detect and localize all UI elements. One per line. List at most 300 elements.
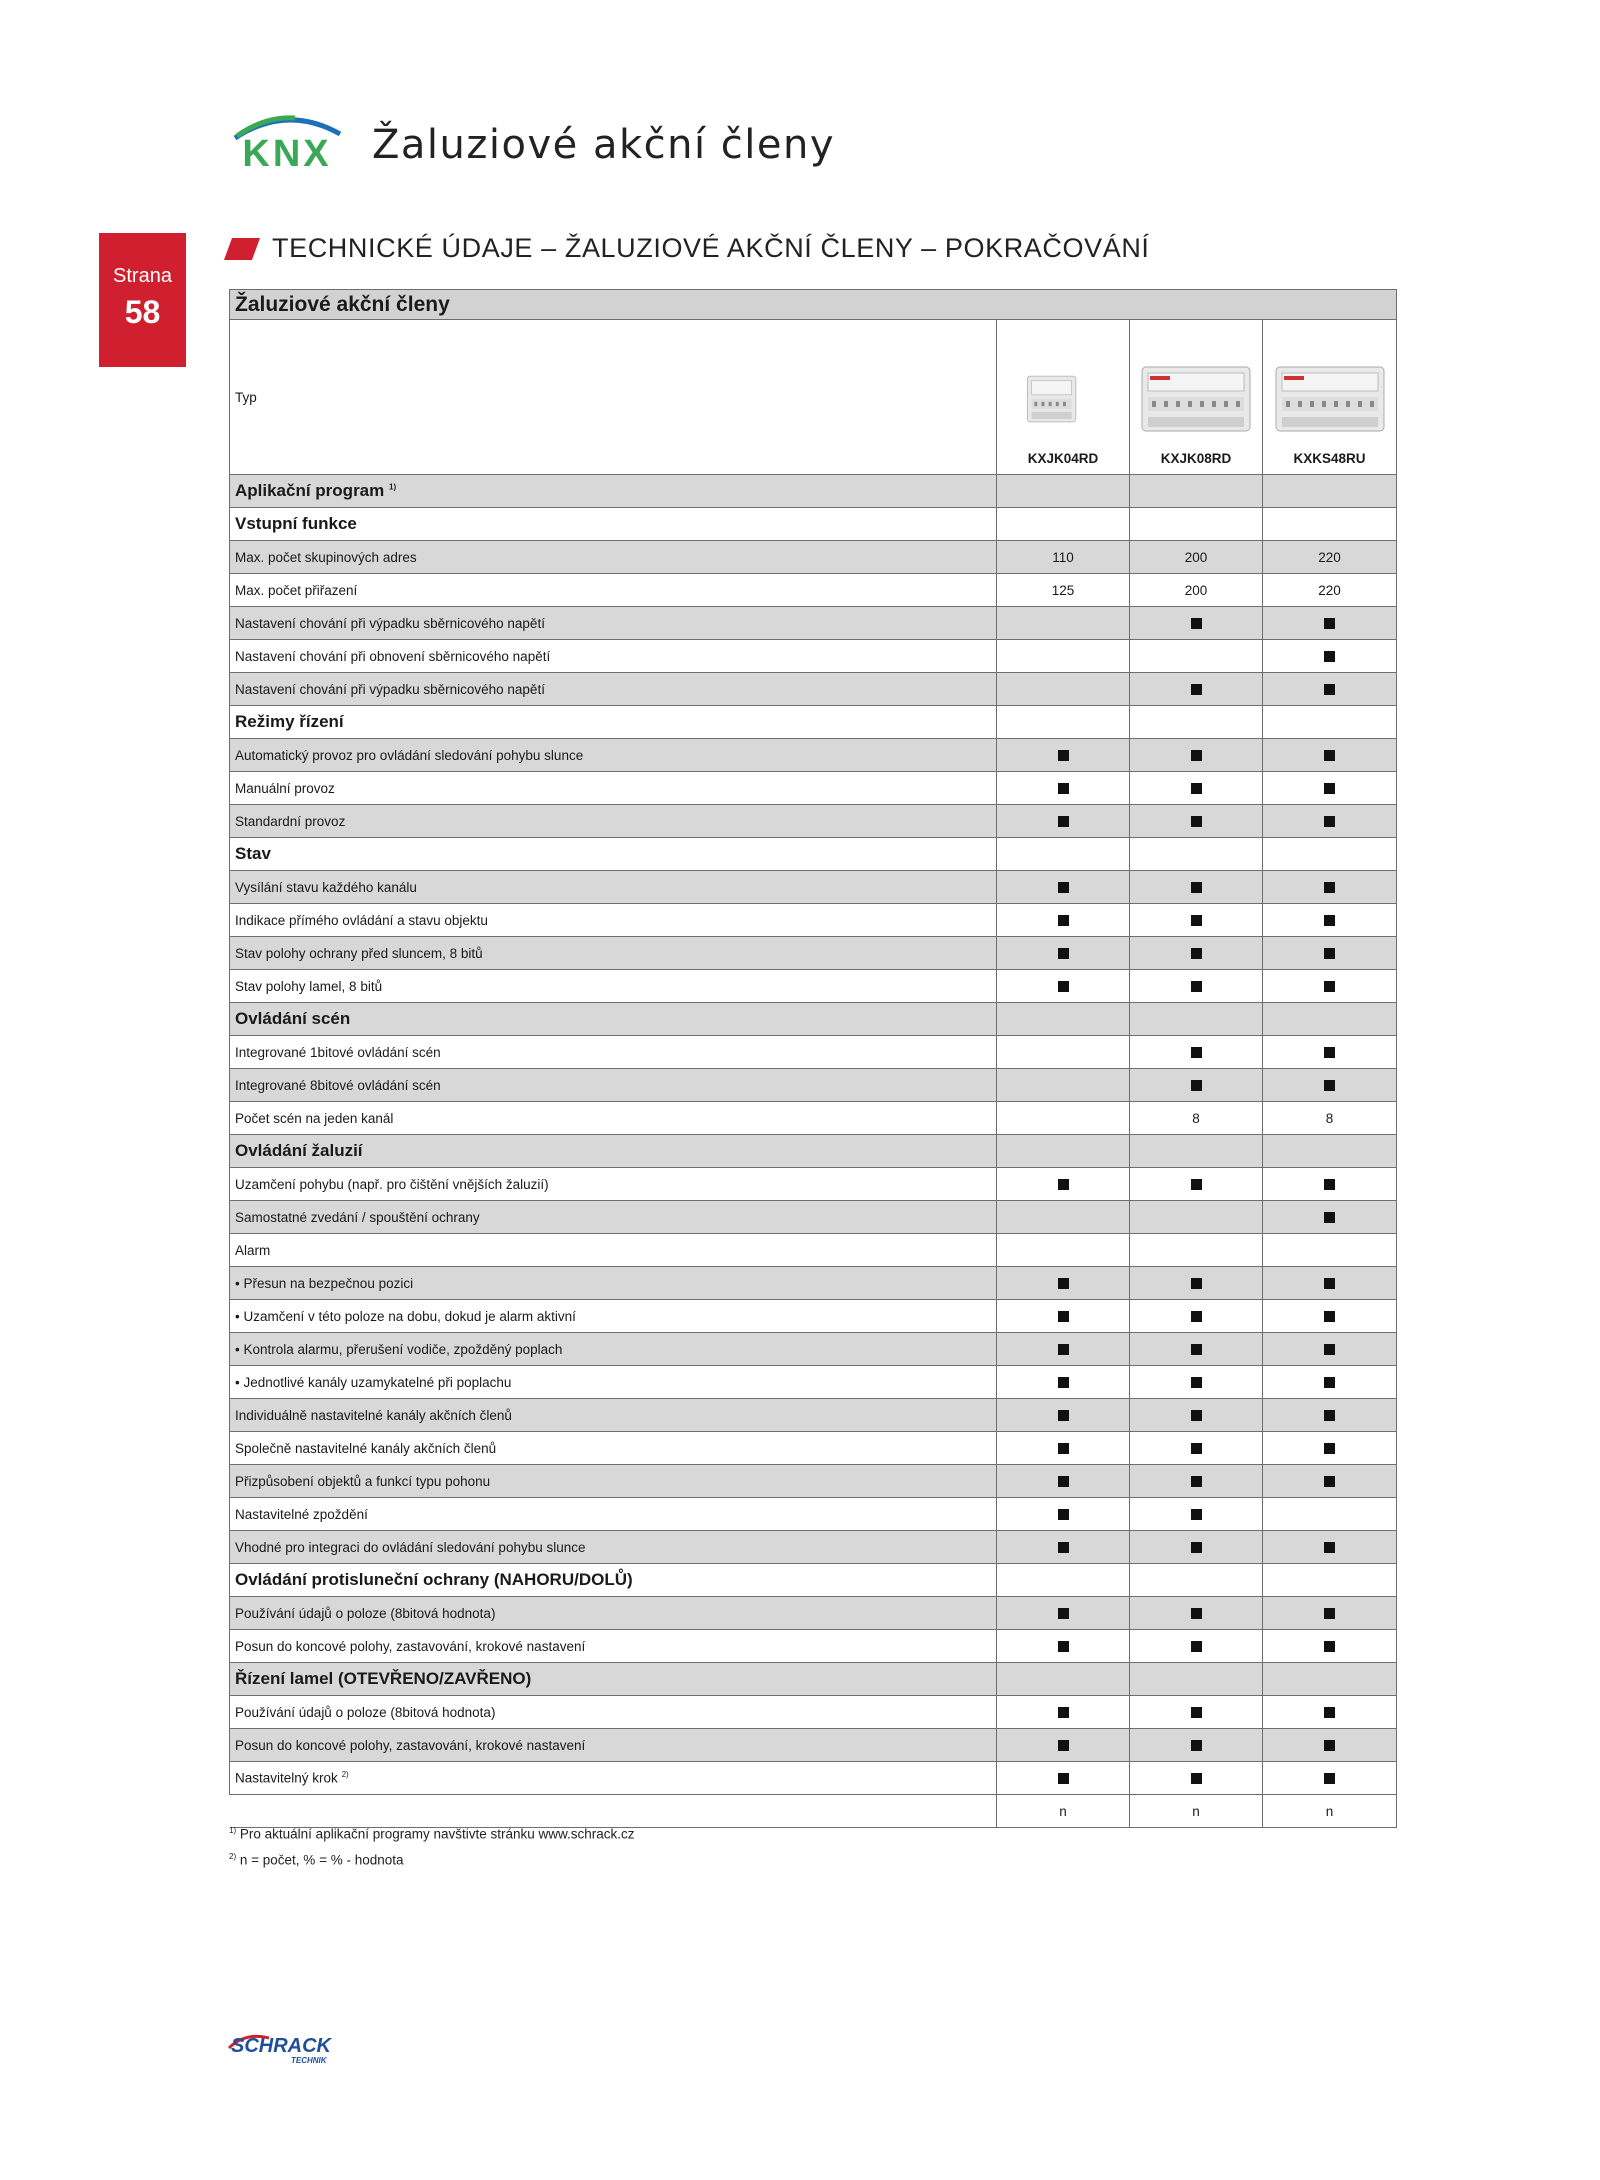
- row-label-text: Stav polohy lamel, 8 bitů: [235, 978, 383, 994]
- table-row: [230, 1267, 1397, 1300]
- table-row: [230, 673, 1397, 706]
- value-cell: [997, 1663, 1130, 1696]
- feature-cell: [1130, 1696, 1263, 1729]
- row-label: [230, 838, 997, 871]
- table-row: [230, 1333, 1397, 1366]
- check-square-icon: [1324, 915, 1335, 926]
- row-label: [230, 640, 997, 673]
- feature-cell: [1130, 607, 1263, 640]
- row-label: [230, 1003, 997, 1036]
- table-row: [230, 1762, 1397, 1795]
- feature-cell: [1130, 1300, 1263, 1333]
- feature-cell: [1130, 1366, 1263, 1399]
- feature-cell: [1263, 1201, 1397, 1234]
- spec-table: [229, 289, 1397, 1828]
- value-cell: 220: [1263, 574, 1397, 607]
- table-row: [230, 541, 1397, 574]
- check-square-icon: [1324, 1773, 1335, 1784]
- svg-text:KNX: KNX: [242, 133, 332, 172]
- feature-cell: [997, 970, 1130, 1003]
- product-code: KXJK08RD: [1160, 451, 1232, 466]
- group-header-row: [230, 1564, 1397, 1597]
- svg-text:SCHRACK: SCHRACK: [231, 2035, 331, 2057]
- check-square-icon: [1191, 1179, 1202, 1190]
- value-cell: [997, 508, 1130, 541]
- value-cell: [997, 1003, 1130, 1036]
- row-label: [230, 574, 997, 607]
- check-square-icon: [1058, 1344, 1069, 1355]
- check-square-icon: [1191, 618, 1202, 629]
- check-square-icon: [1058, 1179, 1069, 1190]
- check-square-icon: [1324, 1740, 1335, 1751]
- row-label-text: Max. počet přiřazení: [235, 582, 358, 598]
- feature-cell: [997, 1531, 1130, 1564]
- row-label-text: Používání údajů o poloze (8bitová hodnota): [235, 1605, 496, 1621]
- row-label: [230, 1168, 997, 1201]
- feature-cell: [997, 937, 1130, 970]
- check-square-icon: [1191, 1344, 1202, 1355]
- row-label-text: Integrované 1bitové ovládání scén: [235, 1044, 441, 1060]
- feature-cell: [1263, 640, 1397, 673]
- row-label: [230, 772, 997, 805]
- table-row: [230, 1696, 1397, 1729]
- table-row: [230, 904, 1397, 937]
- footnote-ref: 2): [341, 1770, 349, 1780]
- feature-cell: [1263, 1465, 1397, 1498]
- check-square-icon: [1058, 1410, 1069, 1421]
- feature-cell: [1130, 1531, 1263, 1564]
- feature-cell: [1263, 1696, 1397, 1729]
- row-label: [230, 1432, 997, 1465]
- value-cell: [1130, 508, 1263, 541]
- value-cell: [1130, 1234, 1263, 1267]
- check-square-icon: [1191, 882, 1202, 893]
- feature-cell: [1130, 1432, 1263, 1465]
- section-title: TECHNICKÉ ÚDAJE – ŽALUZIOVÉ AKČNÍ ČLENY – POKRAČOVÁNÍ: [272, 233, 1150, 263]
- check-square-icon: [1058, 948, 1069, 959]
- row-label: [230, 1201, 997, 1234]
- value-cell: [997, 1564, 1130, 1597]
- row-label-text: • Jednotlivé kanály uzamykatelné při poplachu: [235, 1374, 512, 1390]
- table-row: [230, 1597, 1397, 1630]
- table-row: [230, 1465, 1397, 1498]
- check-square-icon: [1324, 1377, 1335, 1388]
- check-square-icon: [1191, 1047, 1202, 1058]
- footnote: [229, 1826, 635, 1842]
- value-cell: 220: [1263, 541, 1397, 574]
- value-cell: [1130, 475, 1263, 508]
- feature-cell: [1263, 1333, 1397, 1366]
- feature-cell: [1263, 904, 1397, 937]
- value-cell: 8: [1263, 1102, 1397, 1135]
- check-square-icon: [1324, 816, 1335, 827]
- check-square-icon: [1058, 1476, 1069, 1487]
- schrack-logo: [225, 2030, 350, 2066]
- feature-cell: [1130, 871, 1263, 904]
- product-code: KXKS48RU: [1293, 451, 1366, 466]
- check-square-icon: [1058, 1278, 1069, 1289]
- row-label-text: Společně nastavitelné kanály akčních členů: [235, 1440, 497, 1456]
- row-label: [230, 1531, 997, 1564]
- check-square-icon: [1191, 1410, 1202, 1421]
- value-cell: [1263, 1234, 1397, 1267]
- row-label-text: Ovládání žaluzií: [235, 1141, 363, 1160]
- check-square-icon: [1324, 1443, 1335, 1454]
- table-row: [230, 1300, 1397, 1333]
- check-square-icon: [1191, 1740, 1202, 1751]
- feature-cell: [1263, 1762, 1397, 1795]
- feature-cell: [997, 1729, 1130, 1762]
- value-cell: [1130, 1135, 1263, 1168]
- feature-cell: [1263, 1366, 1397, 1399]
- row-label: [230, 1663, 997, 1696]
- value-cell: 125: [997, 574, 1130, 607]
- check-square-icon: [1191, 1443, 1202, 1454]
- row-label-text: Standardní provoz: [235, 813, 346, 829]
- check-square-icon: [1058, 882, 1069, 893]
- check-square-icon: [1191, 1641, 1202, 1652]
- feature-cell: [1263, 970, 1397, 1003]
- page-number: 58: [124, 294, 161, 330]
- table-row: [230, 970, 1397, 1003]
- feature-cell: [1130, 1762, 1263, 1795]
- row-label-text: Vstupní funkce: [235, 514, 357, 533]
- feature-cell: [1130, 1267, 1263, 1300]
- value-cell: [1263, 1135, 1397, 1168]
- check-square-icon: [1324, 684, 1335, 695]
- table-row: [230, 1630, 1397, 1663]
- row-label-text: Vhodné pro integraci do ovládání sledování pohybu slunce: [235, 1539, 586, 1555]
- row-label-text: Ovládání protisluneční ochrany (NAHORU/DOLŮ): [235, 1570, 633, 1589]
- check-square-icon: [1191, 1608, 1202, 1619]
- check-square-icon: [1058, 1608, 1069, 1619]
- row-label: [230, 1267, 997, 1300]
- check-square-icon: [1191, 1476, 1202, 1487]
- check-square-icon: [1324, 1542, 1335, 1553]
- feature-cell: [1130, 1729, 1263, 1762]
- table-row: [230, 1399, 1397, 1432]
- check-square-icon: [1324, 948, 1335, 959]
- product-image-kxjk04rd: [1023, 363, 1103, 435]
- feature-cell: [997, 1696, 1130, 1729]
- value-cell: [997, 1201, 1130, 1234]
- feature-cell: [1130, 805, 1263, 838]
- table-row: [230, 1795, 1397, 1828]
- value-cell: n: [997, 1795, 1130, 1828]
- row-label-text: Aplikační program: [235, 481, 385, 500]
- footnote-mark: 1): [229, 1826, 237, 1835]
- row-label-text: • Přesun na bezpečnou pozici: [235, 1275, 414, 1291]
- value-cell: [997, 1069, 1130, 1102]
- table-row: [230, 1036, 1397, 1069]
- value-cell: [1130, 706, 1263, 739]
- check-square-icon: [1058, 783, 1069, 794]
- feature-cell: [1130, 937, 1263, 970]
- value-cell: [1130, 1564, 1263, 1597]
- check-square-icon: [1058, 1311, 1069, 1322]
- product-image-kxks48ru: [1274, 363, 1386, 435]
- value-cell: 200: [1130, 574, 1263, 607]
- check-square-icon: [1324, 1311, 1335, 1322]
- check-square-icon: [1191, 1707, 1202, 1718]
- table-row: [230, 1069, 1397, 1102]
- value-cell: 110: [997, 541, 1130, 574]
- feature-cell: [1263, 1432, 1397, 1465]
- group-header-row: [230, 706, 1397, 739]
- feature-cell: [1130, 904, 1263, 937]
- check-square-icon: [1324, 1278, 1335, 1289]
- check-square-icon: [1324, 981, 1335, 992]
- feature-cell: [997, 805, 1130, 838]
- row-label: [230, 1696, 997, 1729]
- group-header-row: [230, 1003, 1397, 1036]
- svg-text:TECHNIK: TECHNIK: [291, 2056, 327, 2065]
- value-cell: [1130, 838, 1263, 871]
- value-cell: [1263, 1003, 1397, 1036]
- value-cell: [997, 706, 1130, 739]
- check-square-icon: [1324, 750, 1335, 761]
- check-square-icon: [1324, 1344, 1335, 1355]
- feature-cell: [997, 1465, 1130, 1498]
- check-square-icon: [1058, 1542, 1069, 1553]
- feature-cell: [997, 1399, 1130, 1432]
- table-row: [230, 1729, 1397, 1762]
- knx-logo: [225, 110, 350, 172]
- row-label-text: Vysílání stavu každého kanálu: [235, 879, 417, 895]
- check-square-icon: [1324, 882, 1335, 893]
- table-row: [230, 805, 1397, 838]
- row-label: [230, 1762, 997, 1795]
- row-label-text: Posun do koncové polohy, zastavování, krokové nastavení: [235, 1737, 586, 1753]
- product-cell: [1263, 320, 1397, 475]
- table-row: [230, 772, 1397, 805]
- table-row: [230, 1102, 1397, 1135]
- check-square-icon: [1191, 1542, 1202, 1553]
- table-row: [230, 640, 1397, 673]
- group-header-row: [230, 838, 1397, 871]
- table-row: [230, 1168, 1397, 1201]
- check-square-icon: [1324, 1047, 1335, 1058]
- row-label-text: Automatický provoz pro ovládání sledování pohybu slunce: [235, 747, 584, 763]
- feature-cell: [1130, 1036, 1263, 1069]
- value-cell: [997, 1234, 1130, 1267]
- row-label: [230, 1366, 997, 1399]
- table-row: [230, 574, 1397, 607]
- feature-cell: [1130, 673, 1263, 706]
- feature-cell: [1263, 673, 1397, 706]
- check-square-icon: [1324, 1641, 1335, 1652]
- feature-cell: [1263, 739, 1397, 772]
- feature-cell: [1263, 607, 1397, 640]
- check-square-icon: [1324, 1080, 1335, 1091]
- feature-cell: [997, 1168, 1130, 1201]
- value-cell: [1263, 475, 1397, 508]
- row-label-text: Indikace přímého ovládání a stavu objektu: [235, 912, 488, 928]
- check-square-icon: [1324, 783, 1335, 794]
- check-square-icon: [1324, 1410, 1335, 1421]
- row-label-text: Manuální provoz: [235, 780, 335, 796]
- feature-cell: [1263, 1399, 1397, 1432]
- feature-cell: [997, 1300, 1130, 1333]
- check-square-icon: [1058, 1773, 1069, 1784]
- row-label-text: Ovládání scén: [235, 1009, 351, 1028]
- feature-cell: [997, 1630, 1130, 1663]
- product-cell: [997, 320, 1130, 475]
- section-marker-icon: [224, 238, 260, 260]
- row-label: [230, 1498, 997, 1531]
- feature-cell: [1130, 1069, 1263, 1102]
- feature-cell: [1263, 937, 1397, 970]
- table-row: [230, 871, 1397, 904]
- group-header-row: [230, 1135, 1397, 1168]
- check-square-icon: [1058, 816, 1069, 827]
- value-cell: [1263, 1663, 1397, 1696]
- feature-cell: [997, 739, 1130, 772]
- value-cell: [1263, 706, 1397, 739]
- check-square-icon: [1191, 1773, 1202, 1784]
- feature-cell: [1263, 772, 1397, 805]
- table-row: [230, 607, 1397, 640]
- row-label: [230, 673, 997, 706]
- type-row: [230, 320, 1397, 475]
- check-square-icon: [1058, 915, 1069, 926]
- group-header-row: [230, 508, 1397, 541]
- row-label: [230, 805, 997, 838]
- footnote-ref: 1): [389, 482, 397, 492]
- footnote: [229, 1852, 404, 1868]
- row-label-text: Nastavení chování při výpadku sběrnicového napětí: [235, 615, 545, 631]
- feature-cell: [1130, 772, 1263, 805]
- check-square-icon: [1058, 750, 1069, 761]
- row-label: [230, 1069, 997, 1102]
- row-label: [230, 1630, 997, 1663]
- value-cell: [1263, 1498, 1397, 1531]
- check-square-icon: [1058, 1641, 1069, 1652]
- value-cell: [997, 640, 1130, 673]
- row-label: [230, 937, 997, 970]
- table-title-row: [230, 290, 1397, 320]
- value-cell: n: [1263, 1795, 1397, 1828]
- feature-cell: [1130, 1168, 1263, 1201]
- check-square-icon: [1191, 1509, 1202, 1520]
- check-square-icon: [1191, 750, 1202, 761]
- feature-cell: [997, 904, 1130, 937]
- row-label: [230, 1465, 997, 1498]
- check-square-icon: [1058, 1509, 1069, 1520]
- check-square-icon: [1324, 1608, 1335, 1619]
- check-square-icon: [1191, 783, 1202, 794]
- product-image-kxjk08rd: [1140, 363, 1252, 435]
- feature-cell: [1130, 970, 1263, 1003]
- feature-cell: [997, 871, 1130, 904]
- check-square-icon: [1324, 1476, 1335, 1487]
- footnote-text: Pro aktuální aplikační programy navštivte stránku www.schrack.cz: [239, 1826, 635, 1842]
- row-label: [230, 1102, 997, 1135]
- row-label-text: Stav polohy ochrany před sluncem, 8 bitů: [235, 945, 483, 961]
- row-label: [230, 1333, 997, 1366]
- row-label: [230, 1036, 997, 1069]
- value-cell: [997, 475, 1130, 508]
- section-heading: [228, 233, 1150, 264]
- value-cell: [997, 673, 1130, 706]
- row-label-text: Samostatné zvedání / spouštění ochrany: [235, 1209, 480, 1225]
- check-square-icon: [1191, 915, 1202, 926]
- check-square-icon: [1191, 1278, 1202, 1289]
- row-label: [230, 1795, 997, 1828]
- feature-cell: [997, 772, 1130, 805]
- check-square-icon: [1058, 1740, 1069, 1751]
- value-cell: [997, 1102, 1130, 1135]
- value-cell: [997, 1036, 1130, 1069]
- value-cell: 8: [1130, 1102, 1263, 1135]
- page-title: Žaluziové akční členy: [372, 122, 836, 168]
- row-label: [230, 1234, 997, 1267]
- row-label: [230, 970, 997, 1003]
- row-label-text: Uzamčení pohybu (např. pro čištění vnějších žaluzií): [235, 1176, 549, 1192]
- value-cell: [1130, 1003, 1263, 1036]
- feature-cell: [1130, 1498, 1263, 1531]
- feature-cell: [1130, 1399, 1263, 1432]
- group-header-row: [230, 1663, 1397, 1696]
- row-label-text: Stav: [235, 844, 271, 863]
- row-label: [230, 607, 997, 640]
- row-label-text: Přizpůsobení objektů a funkcí typu pohonu: [235, 1473, 491, 1489]
- row-label-text: Nastavení chování při obnovení sběrnicového napětí: [235, 648, 551, 664]
- row-label: [230, 871, 997, 904]
- value-cell: [1130, 640, 1263, 673]
- feature-cell: [997, 1597, 1130, 1630]
- feature-cell: [1263, 871, 1397, 904]
- table-row: [230, 1366, 1397, 1399]
- type-label: Typ: [230, 320, 997, 475]
- value-cell: [997, 838, 1130, 871]
- table-row: [230, 1432, 1397, 1465]
- row-label-text: Nastavitelný krok: [235, 1770, 338, 1786]
- row-label-text: Max. počet skupinových adres: [235, 549, 417, 565]
- table-row: [230, 1498, 1397, 1531]
- feature-cell: [997, 1498, 1130, 1531]
- feature-cell: [1263, 1168, 1397, 1201]
- row-label-text: Nastavitelné zpoždění: [235, 1506, 368, 1522]
- feature-cell: [1130, 1333, 1263, 1366]
- row-label-text: Nastavení chování při výpadku sběrnicového napětí: [235, 681, 545, 697]
- table-row: [230, 1234, 1397, 1267]
- row-label: [230, 475, 997, 508]
- value-cell: [1263, 508, 1397, 541]
- value-cell: [1130, 1201, 1263, 1234]
- row-label: [230, 739, 997, 772]
- check-square-icon: [1058, 1377, 1069, 1388]
- table-row: [230, 1531, 1397, 1564]
- page-label: Strana: [113, 265, 172, 287]
- feature-cell: [1263, 1729, 1397, 1762]
- feature-cell: [1263, 1069, 1397, 1102]
- footnote-text: n = počet, % = % - hodnota: [239, 1852, 404, 1868]
- row-label-text: • Uzamčení v této poloze na dobu, dokud je alarm aktivní: [235, 1308, 576, 1324]
- value-cell: [1130, 1663, 1263, 1696]
- value-cell: [1263, 1564, 1397, 1597]
- check-square-icon: [1191, 816, 1202, 827]
- row-label: [230, 1597, 997, 1630]
- check-square-icon: [1191, 1311, 1202, 1322]
- row-label-text: Individuálně nastavitelné kanály akčních členů: [235, 1407, 512, 1423]
- feature-cell: [997, 1333, 1130, 1366]
- check-square-icon: [1324, 1179, 1335, 1190]
- row-label: [230, 1564, 997, 1597]
- row-label: [230, 508, 997, 541]
- check-square-icon: [1191, 1377, 1202, 1388]
- row-label: [230, 1300, 997, 1333]
